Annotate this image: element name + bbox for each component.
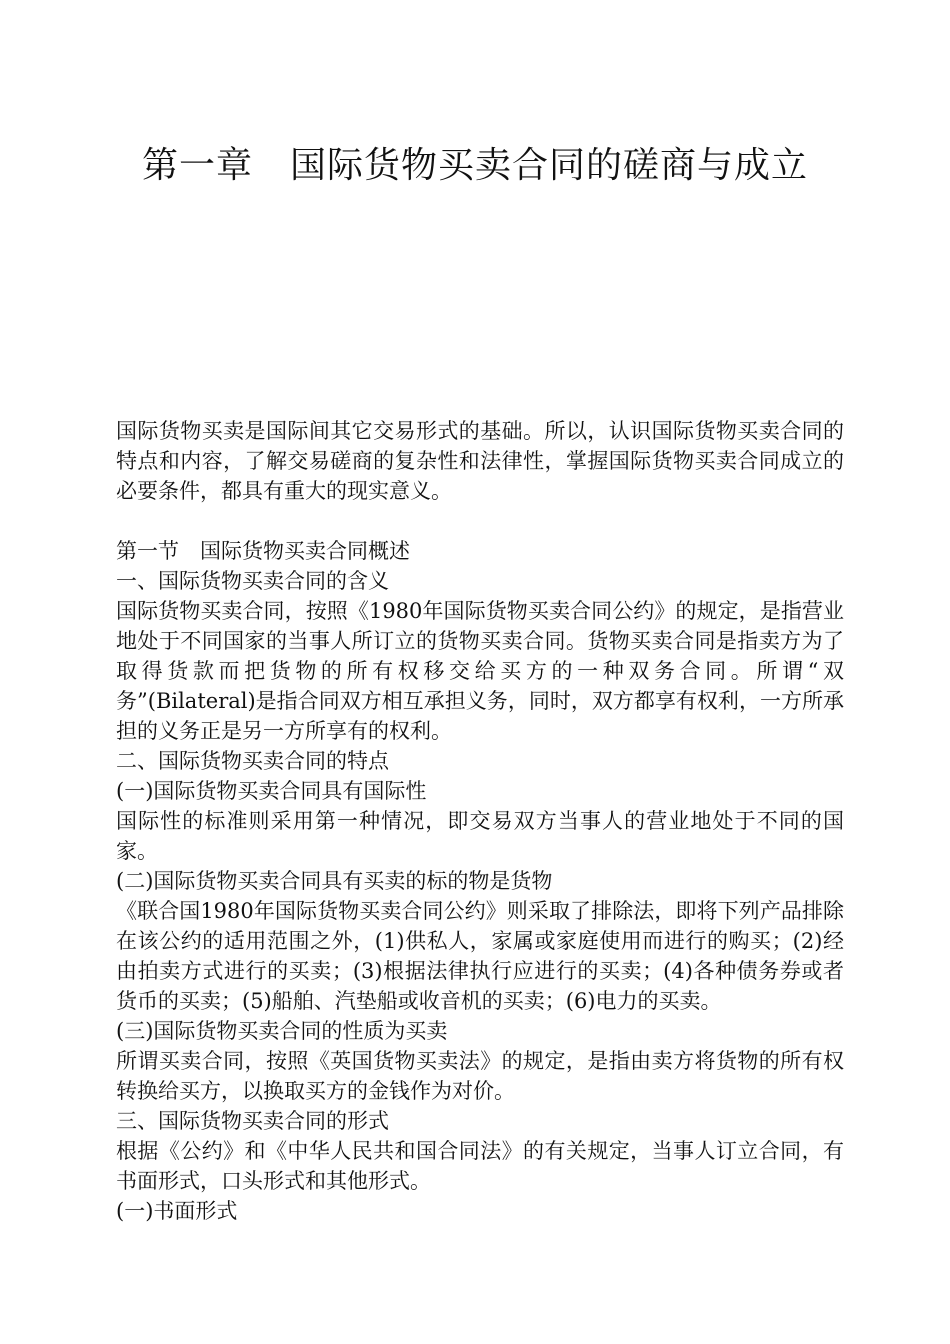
heading-3: 三、国际货物买卖合同的形式 [116, 1109, 389, 1133]
paragraph-3: 根据《公约》和《中华人民共和国合同法》的有关规定，当事人订立合同，有书面形式，口头形式和其他形式。 [116, 1139, 844, 1193]
chapter-title: 第一章 国际货物买卖合同的磋商与成立 [141, 145, 808, 186]
subheading-2-1: (一)国际货物买卖合同具有国际性 [116, 779, 427, 803]
heading-1: 一、国际货物买卖合同的含义 [116, 569, 389, 593]
heading-2: 二、国际货物买卖合同的特点 [116, 749, 389, 773]
paragraph-2-3: 所谓买卖合同，按照《英国货物买卖法》的规定，是指由卖方将货物的所有权转换给买方，以换取买方的金钱作为对价。 [116, 1049, 844, 1103]
paragraph-2-2: 《联合国1980年国际货物买卖合同公约》则采取了排除法，即将下列产品排除在该公约的适用范围之外，(1)供私人，家属或家庭使用而进行的购买；(2)经由拍卖方式进行的买卖；(3)根据法律执行应进行的买卖；(4)各种债务券或者货币的买卖；(5)船舶、汽垫船或收音机的买卖；(6)电力的买卖。 [116, 899, 844, 1013]
subheading-2-3: (三)国际货物买卖合同的性质为买卖 [116, 1019, 448, 1043]
intro-paragraph: 国际货物买卖是国际间其它交易形式的基础。所以，认识国际货物买卖合同的特点和内容，了解交易磋商的复杂性和法律性，掌握国际货物买卖合同成立的必要条件，都具有重大的现实意义。 [116, 419, 844, 503]
paragraph-1: 国际货物买卖合同，按照《1980年国际货物买卖合同公约》的规定，是指营业地处于不同国家的当事人所订立的货物买卖合同。货物买卖合同是指卖方为了取得货款而把货物的所有权移交给买方的一种双务合同。所谓“双务”(Bilateral)是指合同双方相互承担义务，同时，双方都享有权利，一方所承担的义务正是另一方所享有的权利。 [116, 599, 844, 743]
paragraph-2-1: 国际性的标准则采用第一种情况，即交易双方当事人的营业地处于不同的国家。 [116, 809, 844, 863]
document-body [116, 416, 844, 1226]
section-title: 第一节 国际货物买卖合同概述 [116, 539, 410, 563]
subheading-3-1: (一)书面形式 [116, 1199, 238, 1223]
subheading-2-2: (二)国际货物买卖合同具有买卖的标的物是货物 [116, 869, 553, 893]
paragraph-spacer [116, 506, 844, 536]
